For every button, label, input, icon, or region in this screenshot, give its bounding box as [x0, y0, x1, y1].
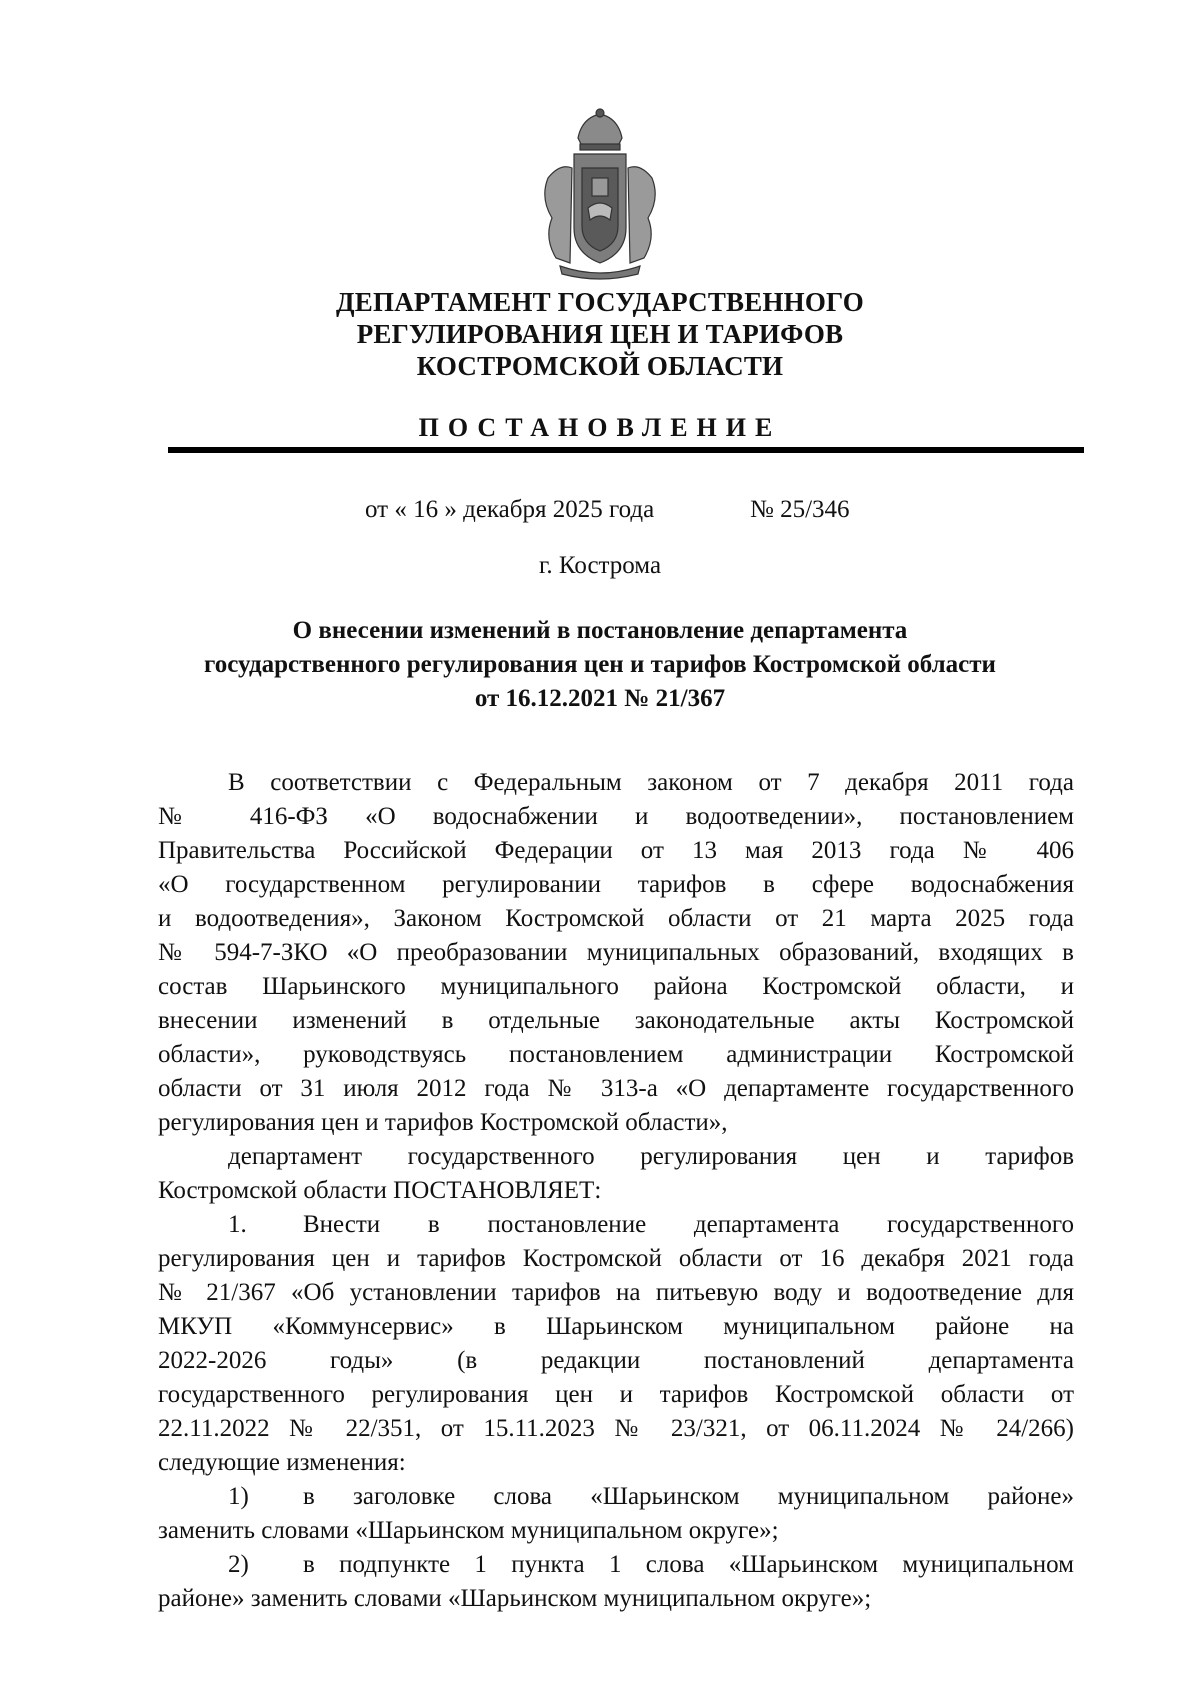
document-title [0, 614, 1200, 716]
item-1-line: № 21/367 «Об установлении тарифов на питьевую воду и водоотведение для [158, 1279, 1074, 1306]
document-city: г. Кострома [538, 552, 662, 579]
subitem-1-marker: 1) [228, 1483, 249, 1510]
item-1-marker: 1. [228, 1211, 247, 1238]
body-line: состав Шарьинского муниципального района Костромской области, и [158, 973, 1074, 1000]
subitem-2-text: в подпункте 1 пункта 1 слова «Шарьинском муниципальном [303, 1551, 1074, 1578]
subitem-1-text: в заголовке слова «Шарьинском муниципальном районе» [303, 1483, 1074, 1510]
body-line: Правительства Российской Федерации от 13 мая 2013 года № 406 [158, 837, 1074, 864]
item-1-line: МКУП «Коммунсервис» в Шарьинском муниципальном районе на [158, 1313, 1074, 1340]
title-line: О внесении изменений в постановление департамента [292, 617, 908, 644]
body-line: регулирования цен и тарифов Костромской области», [158, 1109, 728, 1136]
department-line: ДЕПАРТАМЕНТ ГОСУДАРСТВЕННОГО [336, 287, 864, 317]
subitem-1-first-line [158, 1480, 1074, 1514]
body-line: В соответствии с Федеральным законом от 7 декабря 2011 года [228, 769, 1074, 796]
body-line: и водоотведения», Законом Костромской области от 21 марта 2025 года [158, 905, 1074, 932]
header-divider [168, 447, 1084, 453]
item-1-first-line [158, 1208, 1074, 1242]
decree-line: Костромской области ПОСТАНОВЛЯЕТ: [158, 1177, 602, 1204]
title-line: от 16.12.2021 № 21/367 [474, 685, 726, 712]
item-1-line: 22.11.2022 № 22/351, от 15.11.2023 № 23/321, от 06.11.2024 № 24/266) [158, 1415, 1074, 1442]
body-line: области», руководствуясь постановлением администрации Костромской [158, 1041, 1074, 1068]
item-1-text: Внести в постановление департамента государственного [303, 1211, 1074, 1238]
department-line: РЕГУЛИРОВАНИЯ ЦЕН И ТАРИФОВ [356, 319, 844, 349]
document-number: № 25/346 [750, 496, 850, 523]
title-line: государственного регулирования цен и тарифов Костромской области [204, 651, 996, 678]
subitem-2-marker: 2) [228, 1551, 249, 1578]
body-line: № 594-7-ЗКО «О преобразовании муниципальных образований, входящих в [158, 939, 1074, 966]
subitem-2-line: районе» заменить словами «Шарьинском муниципальном округе»; [158, 1585, 872, 1612]
item-1-line: регулирования цен и тарифов Костромской области от 16 декабря 2021 года [158, 1245, 1074, 1272]
document-body [158, 766, 1074, 1616]
body-line: «О государственном регулировании тарифов в сфере водоснабжения [158, 871, 1074, 898]
item-1-line: 2022-2026 годы» (в редакции постановлений департамента [158, 1347, 1074, 1374]
subitem-1-line: заменить словами «Шарьинском муниципальном округе»; [158, 1517, 779, 1544]
body-line: внесении изменений в отдельные законодательные акты Костромской [158, 1007, 1074, 1034]
kostroma-coat-of-arms-icon [530, 108, 670, 283]
department-name [0, 286, 1200, 382]
item-1-line: следующие изменения: [158, 1449, 406, 1476]
document-date: от « 16 » декабря 2025 года [365, 496, 655, 523]
item-1-line: государственного регулирования цен и тарифов Костромской области от [158, 1381, 1074, 1408]
decree-line: департамент государственного регулирования цен и тарифов [228, 1143, 1074, 1170]
body-line: области от 31 июля 2012 года № 313-а «О департаменте государственного [158, 1075, 1074, 1102]
body-line: № 416-ФЗ «О водоснабжении и водоотведении», постановлением [158, 803, 1074, 830]
department-line: КОСТРОМСКОЙ ОБЛАСТИ [416, 351, 784, 381]
subitem-2-first-line [158, 1548, 1074, 1582]
document-type-heading: ПОСТАНОВЛЕНИЕ [418, 413, 782, 442]
